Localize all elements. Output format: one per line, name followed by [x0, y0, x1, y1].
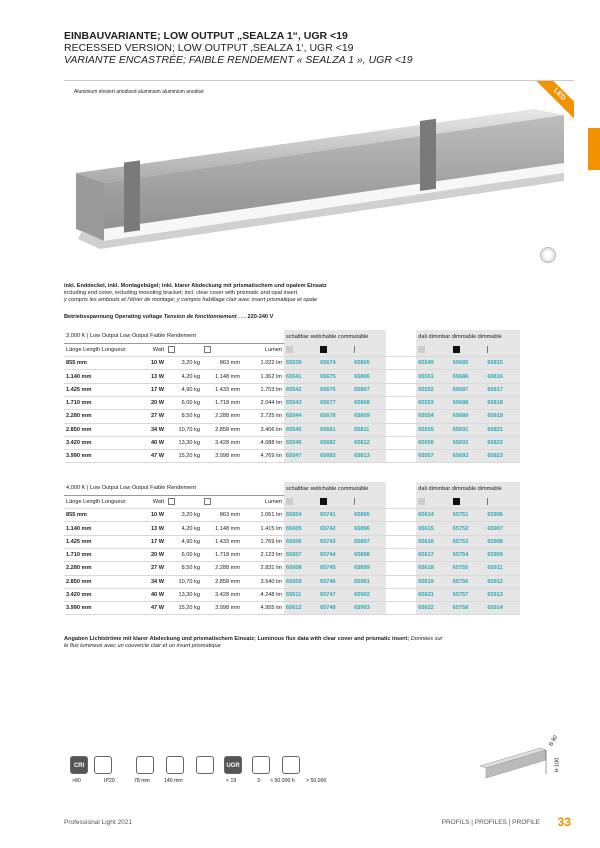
spacer — [386, 357, 416, 370]
article-code: 65621 — [416, 588, 451, 601]
watt-cell: 20 W — [136, 396, 166, 409]
article-code: 65809 — [352, 410, 386, 423]
length-cell: 855 mm — [64, 357, 136, 370]
article-code: 65546 — [284, 436, 318, 449]
article-code: 65908 — [485, 535, 520, 548]
article-code: 65608 — [284, 562, 318, 575]
article-code: 65752 — [451, 522, 486, 535]
length-cell: 2.280 mm — [64, 562, 136, 575]
weight-cell: 6,00 kg — [166, 396, 202, 409]
lumen-cell: 1.061 lm — [242, 509, 284, 522]
article-code: 65675 — [318, 370, 352, 383]
lumen-cell: 3.540 lm — [242, 575, 284, 588]
cutout-icon — [166, 756, 184, 774]
total-length-cell: 3.428 mm — [202, 436, 242, 449]
article-code: 65543 — [284, 396, 318, 409]
table-row — [64, 450, 520, 463]
table-row — [64, 602, 520, 615]
table-title: 4.000 K | Low Output Low Output Faible Rendement — [64, 482, 284, 495]
article-code: 65815 — [485, 357, 520, 370]
table-row — [64, 522, 520, 535]
length-cell: 3.990 mm — [64, 602, 136, 615]
watt-cell: 13 W — [136, 370, 166, 383]
alu-color-icon — [485, 343, 520, 356]
total-length-cell: 2.858 mm — [202, 575, 242, 588]
article-code: 65805 — [352, 357, 386, 370]
depth-icon — [196, 756, 214, 774]
table-row — [64, 370, 520, 383]
article-code: 65604 — [284, 509, 318, 522]
col-lumen: Lumen — [242, 343, 284, 356]
article-code: 65817 — [485, 383, 520, 396]
article-code: 65741 — [318, 509, 352, 522]
spacer — [386, 482, 416, 495]
table-row — [64, 562, 520, 575]
article-code: 65911 — [485, 562, 520, 575]
table-row — [64, 535, 520, 548]
spacer — [386, 562, 416, 575]
switchable-header: schaltbar switchable commutable — [284, 482, 386, 495]
footnote-line1: Angaben Lichtströme mit klarer Abdeckung und prismatischem Einsatz; Luminous flux data with clear cover and prismatic insert; — [64, 636, 410, 642]
weight-cell: 3,20 kg — [166, 357, 202, 370]
lumen-cell: 4.088 lm — [242, 436, 284, 449]
article-code: 65556 — [416, 436, 451, 449]
length-cell: 3.420 mm — [64, 588, 136, 601]
article-code: 65898 — [352, 548, 386, 561]
weight-cell: 15,20 kg — [166, 450, 202, 463]
length-cell: 1.140 mm — [64, 522, 136, 535]
article-code: 65747 — [318, 588, 352, 601]
article-code: 65742 — [318, 522, 352, 535]
length-cell: 2.850 mm — [64, 575, 136, 588]
spacer — [386, 548, 416, 561]
article-code: 65743 — [318, 535, 352, 548]
length-cell: 1.425 mm — [64, 535, 136, 548]
article-code: 65751 — [451, 509, 486, 522]
article-code: 65611 — [284, 588, 318, 601]
article-code: 65683 — [318, 450, 352, 463]
table-row — [64, 396, 520, 409]
article-code: 65822 — [485, 436, 520, 449]
length-icon — [202, 343, 242, 356]
spacer — [386, 450, 416, 463]
article-code: 65622 — [416, 602, 451, 615]
watt-cell: 27 W — [136, 562, 166, 575]
voltage-value: 220-240 V — [247, 314, 274, 320]
spec-cri: >80 — [72, 778, 81, 784]
article-code: 65612 — [284, 602, 318, 615]
black-color-icon — [451, 495, 486, 508]
lumen-cell: 1.022 lm — [242, 357, 284, 370]
article-code: 65691 — [451, 423, 486, 436]
weight-cell: 8,50 kg — [166, 410, 202, 423]
total-length-cell: 863 mm — [202, 357, 242, 370]
product-image — [64, 80, 574, 266]
table-row — [64, 383, 520, 396]
weight-cell: 13,30 kg — [166, 588, 202, 601]
total-length-cell: 3.428 mm — [202, 588, 242, 601]
spacer — [386, 423, 416, 436]
article-code: 65819 — [485, 410, 520, 423]
spacer — [386, 575, 416, 588]
spacer — [386, 396, 416, 409]
article-code: 65896 — [352, 522, 386, 535]
table-row — [64, 588, 520, 601]
footnote-line1-fr: Données sur — [410, 636, 443, 642]
article-code: 65813 — [352, 450, 386, 463]
spec-macadam: 3 — [257, 778, 260, 784]
article-code: 65757 — [451, 588, 486, 601]
article-code: 65619 — [416, 575, 451, 588]
watt-cell: 40 W — [136, 436, 166, 449]
spacer — [386, 383, 416, 396]
lumen-cell: 2.831 lm — [242, 562, 284, 575]
weight-cell: 8,50 kg — [166, 562, 202, 575]
dim-width-label: B 80 — [548, 734, 560, 748]
lumen-cell: 4.955 lm — [242, 602, 284, 615]
black-color-icon — [451, 343, 486, 356]
article-code: 65549 — [416, 357, 451, 370]
article-code: 65914 — [485, 602, 520, 615]
article-code: 65607 — [284, 548, 318, 561]
title-en: RECESSED VERSION; LOW OUTPUT ‚SEALZA 1‘, UGR <19 — [64, 42, 354, 54]
spec-lifetime: > 50.000 h — [270, 778, 295, 784]
title-de: EINBAUVARIANTE; LOW OUTPUT „SEALZA 1“, UGR <19 — [64, 30, 348, 42]
article-code: 65547 — [284, 450, 318, 463]
article-code: 65913 — [485, 588, 520, 601]
article-code: 65758 — [451, 602, 486, 615]
table-row — [64, 575, 520, 588]
lumen-cell: 1.362 lm — [242, 370, 284, 383]
article-code: 65744 — [318, 548, 352, 561]
article-code: 65685 — [451, 357, 486, 370]
total-length-cell: 863 mm — [202, 509, 242, 522]
article-code: 65756 — [451, 575, 486, 588]
weight-cell: 3,20 kg — [166, 509, 202, 522]
white-color-icon — [284, 495, 318, 508]
article-code: 65557 — [416, 450, 451, 463]
weight-cell: 13,30 kg — [166, 436, 202, 449]
article-code: 65903 — [352, 602, 386, 615]
product-table-3000k — [64, 330, 520, 463]
spec-lifetime-2: > 50.000 — [306, 778, 327, 784]
weight-cell: 10,70 kg — [166, 423, 202, 436]
article-code: 65907 — [485, 522, 520, 535]
article-code: 65821 — [485, 423, 520, 436]
page-number: 33 — [557, 815, 571, 829]
footnote — [64, 636, 494, 650]
length-cell: 1.425 mm — [64, 383, 136, 396]
description-de: inkl. Enddeckel, inkl. Montagebügel; inkl. klarer Abdeckung mit prismatischem und opalem Einsatz — [64, 283, 327, 289]
weight-cell: 4,20 kg — [166, 370, 202, 383]
footnote-line2: le flux lumineux avec un couvercle clair et un insert prismatique — [64, 643, 221, 650]
lumen-cell: 1.415 lm — [242, 522, 284, 535]
article-code: 65686 — [451, 370, 486, 383]
white-color-icon — [416, 343, 451, 356]
total-length-cell: 1.718 mm — [202, 396, 242, 409]
article-code: 65555 — [416, 423, 451, 436]
description-fr: y compris les embouts et l’étrier de montage; y compris habillage clair avec insert prismatique et opale — [64, 297, 318, 304]
article-code: 65539 — [284, 357, 318, 370]
length-cell: 1.710 mm — [64, 396, 136, 409]
title-fr: VARIANTE ENCASTRÉE; FAIBLE RENDEMENT « SEALZA 1 », UGR <19 — [64, 54, 413, 66]
black-color-icon — [318, 495, 352, 508]
article-code: 65902 — [352, 588, 386, 601]
lumen-cell: 4.248 lm — [242, 588, 284, 601]
watt-cell: 27 W — [136, 410, 166, 423]
description — [64, 283, 574, 305]
length-cell: 2.280 mm — [64, 410, 136, 423]
lumen-cell: 2.725 lm — [242, 410, 284, 423]
article-code: 65688 — [451, 396, 486, 409]
article-code: 65553 — [416, 396, 451, 409]
article-code: 65552 — [416, 383, 451, 396]
ip-drop-icon — [94, 756, 112, 774]
total-length-cell: 3.998 mm — [202, 602, 242, 615]
total-length-cell: 2.858 mm — [202, 423, 242, 436]
total-length-cell: 1.433 mm — [202, 535, 242, 548]
watt-cell: 10 W — [136, 357, 166, 370]
article-code: 65617 — [416, 548, 451, 561]
watt-cell: 20 W — [136, 548, 166, 561]
article-code: 65816 — [485, 370, 520, 383]
watt-cell: 17 W — [136, 383, 166, 396]
article-code: 65901 — [352, 575, 386, 588]
col-watt: Watt — [136, 343, 166, 356]
article-code: 65806 — [352, 370, 386, 383]
article-code: 65544 — [284, 410, 318, 423]
total-length-cell: 1.718 mm — [202, 548, 242, 561]
spacer — [386, 509, 416, 522]
spec-ugr: < 19 — [226, 778, 237, 784]
luminaire-illustration — [64, 81, 574, 266]
article-code: 65897 — [352, 535, 386, 548]
article-code: 65912 — [485, 575, 520, 588]
spacer — [386, 330, 416, 343]
product-table-4000k — [64, 482, 520, 615]
length-cell: 855 mm — [64, 509, 136, 522]
white-color-icon — [416, 495, 451, 508]
article-code: 65618 — [416, 562, 451, 575]
length-icon — [202, 495, 242, 508]
col-lumen: Lumen — [242, 495, 284, 508]
total-length-cell: 2.288 mm — [202, 410, 242, 423]
lumen-cell: 2.123 lm — [242, 548, 284, 561]
col-length: Länge Length Longueur — [64, 343, 136, 356]
article-code: 65541 — [284, 370, 318, 383]
weight-cell: 4,20 kg — [166, 522, 202, 535]
article-code: 65554 — [416, 410, 451, 423]
page-header — [64, 30, 534, 66]
spacer — [386, 522, 416, 535]
operating-voltage — [64, 314, 273, 320]
lumen-cell: 2.044 lm — [242, 396, 284, 409]
spec-ip: IP20 — [104, 778, 115, 784]
article-code: 65895 — [352, 509, 386, 522]
watt-cell: 13 W — [136, 522, 166, 535]
lumen-cell: 3.406 lm — [242, 423, 284, 436]
weight-icon — [166, 495, 202, 508]
length-cell: 2.850 mm — [64, 423, 136, 436]
section-tab — [588, 128, 600, 170]
article-code: 65754 — [451, 548, 486, 561]
col-watt: Watt — [136, 495, 166, 508]
article-code: 65605 — [284, 522, 318, 535]
footer-right: PROFILS | PROFILES | PROFILE — [441, 819, 540, 826]
length-cell: 3.990 mm — [64, 450, 136, 463]
total-length-cell: 3.998 mm — [202, 450, 242, 463]
voltage-label-fr: Tension de fonctionnement — [163, 314, 237, 320]
table-row — [64, 423, 520, 436]
ugr-icon: UGR — [224, 756, 242, 774]
weight-cell: 10,70 kg — [166, 575, 202, 588]
dimmable-header: dali dimmbar dimmable dimmable — [416, 330, 520, 343]
table-row — [64, 436, 520, 449]
table-row — [64, 509, 520, 522]
lumen-cell: 1.769 lm — [242, 535, 284, 548]
weight-icon — [166, 343, 202, 356]
article-code: 65755 — [451, 562, 486, 575]
article-code: 65681 — [318, 423, 352, 436]
dimension-drawing — [476, 726, 576, 786]
watt-cell: 34 W — [136, 423, 166, 436]
article-code: 65753 — [451, 535, 486, 548]
description-en: including end cover, including mounting bracket; incl. clear cover with prismatic and opal insert — [64, 290, 298, 297]
table-title: 3.000 K | Low Output Low Output Faible Rendement — [64, 330, 284, 343]
article-code: 65678 — [318, 410, 352, 423]
article-code: 65545 — [284, 423, 318, 436]
article-code: 65906 — [485, 509, 520, 522]
spacer — [386, 410, 416, 423]
article-code: 65807 — [352, 383, 386, 396]
table-row — [64, 548, 520, 561]
article-code: 65899 — [352, 562, 386, 575]
article-code: 65692 — [451, 436, 486, 449]
alu-color-icon — [485, 495, 520, 508]
article-code: 65811 — [352, 423, 386, 436]
width-dimension-icon — [136, 756, 154, 774]
article-code: 65909 — [485, 548, 520, 561]
spacer — [386, 535, 416, 548]
weight-cell: 4,90 kg — [166, 383, 202, 396]
article-code: 65745 — [318, 562, 352, 575]
length-cell: 1.140 mm — [64, 370, 136, 383]
watt-cell: 40 W — [136, 588, 166, 601]
article-code: 65674 — [318, 357, 352, 370]
article-code: 65689 — [451, 410, 486, 423]
alu-color-icon — [352, 343, 386, 356]
spacer — [386, 588, 416, 601]
dimmable-header: dali dimmbar dimmable dimmable — [416, 482, 520, 495]
voltage-dots: . . . — [238, 314, 246, 320]
spacer — [386, 602, 416, 615]
lumen-cell: 1.703 lm — [242, 383, 284, 396]
lumen-cell: 4.769 lm — [242, 450, 284, 463]
total-length-cell: 1.148 mm — [202, 370, 242, 383]
article-code: 65616 — [416, 535, 451, 548]
alu-color-icon — [352, 495, 386, 508]
article-code: 65609 — [284, 575, 318, 588]
switchable-header: schaltbar switchable commutable — [284, 330, 386, 343]
watt-cell: 34 W — [136, 575, 166, 588]
article-code: 65615 — [416, 522, 451, 535]
weight-cell: 15,20 kg — [166, 602, 202, 615]
total-length-cell: 2.288 mm — [202, 562, 242, 575]
total-length-cell: 1.433 mm — [202, 383, 242, 396]
article-code: 65812 — [352, 436, 386, 449]
article-code: 65682 — [318, 436, 352, 449]
black-color-icon — [318, 343, 352, 356]
article-code: 65808 — [352, 396, 386, 409]
article-code: 65693 — [451, 450, 486, 463]
white-color-icon — [284, 343, 318, 356]
length-cell: 3.420 mm — [64, 436, 136, 449]
dim-height-label: H 100 — [554, 757, 561, 773]
article-code: 65676 — [318, 383, 352, 396]
watt-cell: 17 W — [136, 535, 166, 548]
weight-cell: 6,00 kg — [166, 548, 202, 561]
article-code: 65823 — [485, 450, 520, 463]
watt-cell: 47 W — [136, 450, 166, 463]
spec-cutout: 140 mm — [164, 778, 183, 784]
article-code: 65818 — [485, 396, 520, 409]
spacer — [386, 370, 416, 383]
cri-icon: CRI — [70, 756, 88, 774]
article-code: 65746 — [318, 575, 352, 588]
spacer — [386, 495, 416, 508]
spacer — [386, 436, 416, 449]
article-code: 65748 — [318, 602, 352, 615]
watt-cell: 47 W — [136, 602, 166, 615]
article-code: 65677 — [318, 396, 352, 409]
weight-cell: 4,90 kg — [166, 535, 202, 548]
article-code: 65551 — [416, 370, 451, 383]
led-badge: LED — [530, 80, 574, 124]
lifetime-icon — [282, 756, 300, 774]
table-row — [64, 410, 520, 423]
footer-left: Professional Light 2021 — [64, 819, 132, 826]
binning-icon — [252, 756, 270, 774]
col-length: Länge Length Longueur — [64, 495, 136, 508]
article-code: 65687 — [451, 383, 486, 396]
dimension-figure — [476, 726, 576, 786]
article-code: 65542 — [284, 383, 318, 396]
article-code: 65606 — [284, 535, 318, 548]
voltage-label-de: Betriebsspannung Operating voltage — [64, 314, 163, 320]
watt-cell: 10 W — [136, 509, 166, 522]
article-code: 65614 — [416, 509, 451, 522]
light-distribution-icon — [540, 247, 556, 263]
length-cell: 1.710 mm — [64, 548, 136, 561]
total-length-cell: 1.148 mm — [202, 522, 242, 535]
table-row — [64, 357, 520, 370]
spacer — [386, 343, 416, 356]
material-caption: Aluminium eloxiert anodised aluminium aluminium anodisé — [74, 89, 204, 95]
spec-width: 78 mm — [134, 778, 150, 784]
